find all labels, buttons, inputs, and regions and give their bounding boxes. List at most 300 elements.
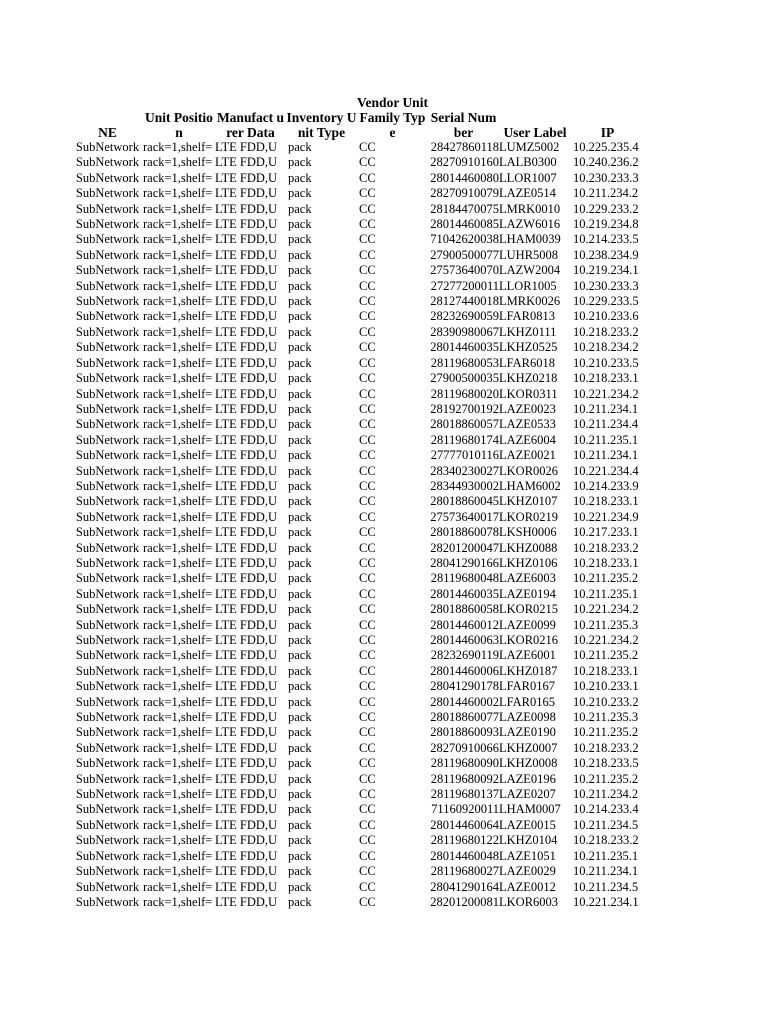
cell-user-label: LAZE0533 [499, 417, 556, 432]
cell-inventory-unit-type: pack [288, 740, 312, 755]
cell-ne: SubNetwork [75, 371, 140, 386]
cell-manufacturer-data: LTE FDD,U [215, 740, 278, 755]
cell-unit-position: rack=1,shelf= [143, 232, 213, 247]
cell-vendor-unit-family-type: CC [359, 401, 376, 416]
cell-ne: SubNetwork [75, 263, 140, 278]
cell-serial-number: 71160920011 [431, 802, 499, 817]
cell-vendor-unit-family-type: CC [359, 879, 376, 894]
table-row [72, 756, 644, 771]
header-vendor-unit-family-type: Vendor Unit Family Type [357, 95, 428, 140]
table-row [72, 140, 644, 155]
cell-serial-number: 28184470075 [430, 201, 499, 216]
cell-serial-number: 28041290164 [430, 879, 499, 894]
cell-manufacturer-data: LTE FDD,U [215, 540, 278, 555]
cell-user-label: LKHZ0007 [499, 740, 558, 755]
cell-ne: SubNetwork [75, 525, 140, 540]
cell-user-label: LAZE0023 [499, 401, 556, 416]
cell-ne: SubNetwork [75, 401, 140, 416]
cell-user-label: LMRK0026 [499, 294, 561, 309]
cell-user-label: LKHZ0111 [499, 324, 557, 339]
table-row [72, 202, 644, 217]
cell-serial-number: 28427860118 [430, 140, 499, 154]
table-row [72, 587, 644, 602]
cell-unit-position: rack=1,shelf= [143, 864, 213, 879]
cell-serial-number: 28390980067 [430, 324, 499, 339]
cell-vendor-unit-family-type: CC [359, 848, 376, 863]
cell-unit-position: rack=1,shelf= [143, 710, 213, 725]
cell-serial-number: 28014460048 [430, 848, 499, 863]
cell-vendor-unit-family-type: CC [359, 555, 376, 570]
cell-ip: 10.211.235.2 [573, 771, 639, 786]
cell-inventory-unit-type: pack [288, 355, 312, 370]
cell-unit-position: rack=1,shelf= [143, 463, 213, 478]
cell-ne: SubNetwork [75, 217, 140, 232]
cell-manufacturer-data: LTE FDD,U [215, 663, 278, 678]
cell-manufacturer-data: LTE FDD,U [215, 170, 278, 185]
cell-vendor-unit-family-type: CC [359, 586, 376, 601]
cell-user-label: LAZE0012 [499, 879, 556, 894]
cell-inventory-unit-type: pack [288, 186, 312, 201]
cell-ne: SubNetwork [75, 848, 140, 863]
cell-inventory-unit-type: pack [288, 478, 312, 493]
cell-ip: 10.218.233.1 [573, 371, 639, 386]
cell-ne: SubNetwork [75, 509, 140, 524]
cell-user-label: LAZE0015 [499, 817, 556, 832]
table-row [72, 664, 644, 679]
cell-user-label: LKOR0026 [499, 463, 559, 478]
cell-ip: 10.211.235.2 [573, 725, 639, 740]
cell-ne: SubNetwork [75, 494, 140, 509]
cell-vendor-unit-family-type: CC [359, 155, 376, 170]
cell-manufacturer-data: LTE FDD,U [215, 186, 278, 201]
cell-manufacturer-data: LTE FDD,U [215, 756, 278, 771]
cell-inventory-unit-type: pack [288, 586, 312, 601]
cell-inventory-unit-type: pack [288, 879, 312, 894]
cell-ne: SubNetwork [75, 586, 140, 601]
cell-ne: SubNetwork [75, 463, 140, 478]
cell-inventory-unit-type: pack [288, 679, 312, 694]
cell-vendor-unit-family-type: CC [359, 371, 376, 386]
cell-ne: SubNetwork [75, 679, 140, 694]
table-row [72, 895, 644, 910]
cell-vendor-unit-family-type: CC [359, 710, 376, 725]
cell-serial-number: 28201200081 [430, 894, 499, 909]
cell-unit-position: rack=1,shelf= [143, 817, 213, 832]
cell-ne: SubNetwork [75, 894, 140, 909]
cell-unit-position: rack=1,shelf= [143, 879, 213, 894]
cell-unit-position: rack=1,shelf= [143, 155, 213, 170]
cell-vendor-unit-family-type: CC [359, 201, 376, 216]
cell-serial-number: 28018860078 [430, 525, 499, 540]
table-row [72, 340, 644, 355]
cell-ne: SubNetwork [75, 140, 140, 154]
spreadsheet-page [72, 95, 672, 910]
cell-vendor-unit-family-type: CC [359, 679, 376, 694]
cell-user-label: LAZE0098 [499, 710, 556, 725]
header-manufacturer-data: Manufact urer Data [216, 110, 285, 140]
cell-serial-number: 28270910079 [430, 186, 499, 201]
cell-serial-number: 28014460035 [430, 340, 499, 355]
cell-ne: SubNetwork [75, 155, 140, 170]
table-row [72, 494, 644, 509]
cell-inventory-unit-type: pack [288, 278, 312, 293]
cell-unit-position: rack=1,shelf= [143, 648, 213, 663]
cell-inventory-unit-type: pack [288, 155, 312, 170]
cell-serial-number: 28119680090 [430, 756, 499, 771]
cell-user-label: LAZE0099 [499, 617, 556, 632]
cell-ip: 10.225.235.4 [573, 140, 639, 154]
cell-manufacturer-data: LTE FDD,U [215, 525, 278, 540]
cell-ip: 10.214.233.9 [573, 478, 639, 493]
cell-unit-position: rack=1,shelf= [143, 340, 213, 355]
cell-manufacturer-data: LTE FDD,U [215, 155, 278, 170]
cell-ne: SubNetwork [75, 432, 140, 447]
cell-user-label: LAZE6003 [499, 571, 556, 586]
cell-inventory-unit-type: pack [288, 540, 312, 555]
cell-serial-number: 28018860045 [430, 494, 499, 509]
cell-serial-number: 27777010116 [430, 448, 499, 463]
cell-manufacturer-data: LTE FDD,U [215, 140, 278, 154]
cell-vendor-unit-family-type: CC [359, 509, 376, 524]
cell-vendor-unit-family-type: CC [359, 864, 376, 879]
cell-vendor-unit-family-type: CC [359, 263, 376, 278]
cell-user-label: LALB0300 [499, 155, 557, 170]
table-row [72, 818, 644, 833]
cell-inventory-unit-type: pack [288, 710, 312, 725]
cell-serial-number: 28119680020 [430, 386, 499, 401]
cell-user-label: LMRK0010 [499, 201, 561, 216]
cell-unit-position: rack=1,shelf= [143, 663, 213, 678]
cell-ip: 10.230.233.3 [573, 170, 639, 185]
cell-unit-position: rack=1,shelf= [143, 848, 213, 863]
cell-manufacturer-data: LTE FDD,U [215, 586, 278, 601]
table-row [72, 741, 644, 756]
table-row [72, 833, 644, 848]
cell-user-label: LAZW6016 [499, 217, 561, 232]
cell-user-label: LAZE6004 [499, 432, 556, 447]
cell-user-label: LKHZ0106 [499, 555, 558, 570]
cell-user-label: LKSH0006 [499, 525, 557, 540]
cell-manufacturer-data: LTE FDD,U [215, 340, 278, 355]
cell-serial-number: 28018860057 [430, 417, 499, 432]
cell-ne: SubNetwork [75, 710, 140, 725]
cell-inventory-unit-type: pack [288, 401, 312, 416]
cell-ne: SubNetwork [75, 771, 140, 786]
cell-ip: 10.210.233.5 [573, 355, 639, 370]
cell-vendor-unit-family-type: CC [359, 386, 376, 401]
cell-serial-number: 28119680053 [430, 355, 499, 370]
cell-vendor-unit-family-type: CC [359, 740, 376, 755]
cell-unit-position: rack=1,shelf= [143, 386, 213, 401]
cell-serial-number: 28192700192 [430, 401, 499, 416]
cell-unit-position: rack=1,shelf= [143, 294, 213, 309]
cell-ne: SubNetwork [75, 694, 140, 709]
cell-serial-number: 28014460063 [430, 633, 499, 647]
cell-inventory-unit-type: pack [288, 217, 312, 232]
cell-manufacturer-data: LTE FDD,U [215, 802, 278, 817]
cell-serial-number: 28119680092 [430, 771, 499, 786]
cell-vendor-unit-family-type: CC [359, 278, 376, 293]
cell-inventory-unit-type: pack [288, 663, 312, 678]
cell-ip: 10.218.233.5 [573, 756, 639, 771]
table-row [72, 479, 644, 494]
cell-inventory-unit-type: pack [288, 833, 312, 848]
cell-vendor-unit-family-type: CC [359, 448, 376, 463]
table-row [72, 710, 644, 725]
cell-unit-position: rack=1,shelf= [143, 694, 213, 709]
cell-ip: 10.210.233.2 [573, 694, 639, 709]
cell-vendor-unit-family-type: CC [359, 817, 376, 832]
cell-inventory-unit-type: pack [288, 309, 312, 324]
table-row [72, 602, 644, 617]
cell-unit-position: rack=1,shelf= [143, 894, 213, 909]
cell-ne: SubNetwork [75, 417, 140, 432]
cell-serial-number: 28119680137 [430, 787, 499, 802]
cell-manufacturer-data: LTE FDD,U [215, 278, 278, 293]
cell-ne: SubNetwork [75, 555, 140, 570]
cell-serial-number: 28014460002 [430, 694, 499, 709]
cell-inventory-unit-type: pack [288, 232, 312, 247]
cell-manufacturer-data: LTE FDD,U [215, 833, 278, 848]
cell-inventory-unit-type: pack [288, 340, 312, 355]
cell-serial-number: 28127440018 [430, 294, 499, 309]
cell-ip: 10.229.233.5 [573, 294, 639, 309]
table-row [72, 802, 644, 817]
cell-serial-number: 27573640017 [430, 509, 499, 524]
cell-vendor-unit-family-type: CC [359, 571, 376, 586]
cell-manufacturer-data: LTE FDD,U [215, 263, 278, 278]
cell-inventory-unit-type: pack [288, 802, 312, 817]
cell-ip: 10.230.233.3 [573, 278, 639, 293]
table-row [72, 541, 644, 556]
header-inventory-unit-type: Inventory Unit Type [286, 110, 357, 140]
table-header [72, 95, 644, 140]
cell-user-label: LAZE0514 [499, 186, 556, 201]
table-row [72, 448, 644, 463]
cell-manufacturer-data: LTE FDD,U [215, 848, 278, 863]
cell-serial-number: 27900500077 [430, 247, 499, 262]
cell-serial-number: 28201200047 [430, 540, 499, 555]
cell-user-label: LAZW2004 [499, 263, 561, 278]
cell-ne: SubNetwork [75, 201, 140, 216]
cell-serial-number: 28041290166 [430, 555, 499, 570]
cell-user-label: LAZE6001 [499, 648, 556, 663]
cell-ne: SubNetwork [75, 787, 140, 802]
header-ip: IP [600, 125, 615, 140]
cell-ip: 10.240.236.2 [573, 155, 639, 170]
cell-ne: SubNetwork [75, 309, 140, 324]
cell-ip: 10.217.233.1 [573, 525, 639, 540]
cell-unit-position: rack=1,shelf= [143, 571, 213, 586]
cell-unit-position: rack=1,shelf= [143, 679, 213, 694]
cell-user-label: LKHZ0104 [499, 833, 558, 848]
cell-serial-number: 71042620038 [430, 232, 499, 247]
cell-ip: 10.218.233.1 [573, 663, 639, 678]
cell-ne: SubNetwork [75, 756, 140, 771]
cell-ne: SubNetwork [75, 186, 140, 201]
cell-unit-position: rack=1,shelf= [143, 802, 213, 817]
cell-ip: 10.211.235.1 [573, 586, 639, 601]
table-row [72, 433, 644, 448]
cell-ne: SubNetwork [75, 663, 140, 678]
cell-ne: SubNetwork [75, 294, 140, 309]
table-row [72, 294, 644, 309]
cell-unit-position: rack=1,shelf= [143, 833, 213, 848]
cell-inventory-unit-type: pack [288, 509, 312, 524]
cell-ip: 10.211.235.2 [573, 571, 639, 586]
cell-unit-position: rack=1,shelf= [143, 263, 213, 278]
cell-unit-position: rack=1,shelf= [143, 756, 213, 771]
cell-vendor-unit-family-type: CC [359, 432, 376, 447]
cell-user-label: LAZE0021 [499, 448, 556, 463]
cell-user-label: LKOR6003 [499, 894, 559, 909]
cell-ne: SubNetwork [75, 833, 140, 848]
cell-inventory-unit-type: pack [288, 555, 312, 570]
cell-ne: SubNetwork [75, 802, 140, 817]
cell-user-label: LKHZ0218 [499, 371, 558, 386]
cell-manufacturer-data: LTE FDD,U [215, 247, 278, 262]
cell-manufacturer-data: LTE FDD,U [215, 201, 278, 216]
table-body [72, 140, 644, 910]
cell-user-label: LKHZ0088 [499, 540, 558, 555]
cell-ip: 10.211.235.3 [573, 617, 639, 632]
cell-user-label: LFAR0813 [499, 309, 556, 324]
cell-unit-position: rack=1,shelf= [143, 401, 213, 416]
cell-unit-position: rack=1,shelf= [143, 633, 213, 647]
cell-serial-number: 28344930002 [430, 478, 499, 493]
cell-unit-position: rack=1,shelf= [143, 247, 213, 262]
cell-ip: 10.211.234.5 [573, 817, 639, 832]
cell-vendor-unit-family-type: CC [359, 355, 376, 370]
table-row [72, 571, 644, 586]
cell-ne: SubNetwork [75, 817, 140, 832]
cell-ip: 10.219.234.8 [573, 217, 639, 232]
cell-ip: 10.221.234.2 [573, 602, 639, 617]
cell-unit-position: rack=1,shelf= [143, 494, 213, 509]
cell-ip: 10.221.234.9 [573, 509, 639, 524]
cell-manufacturer-data: LTE FDD,U [215, 602, 278, 617]
cell-serial-number: 28014460064 [430, 817, 499, 832]
cell-ip: 10.211.234.1 [573, 864, 639, 879]
cell-unit-position: rack=1,shelf= [143, 787, 213, 802]
cell-manufacturer-data: LTE FDD,U [215, 679, 278, 694]
cell-inventory-unit-type: pack [288, 525, 312, 540]
cell-manufacturer-data: LTE FDD,U [215, 232, 278, 247]
cell-manufacturer-data: LTE FDD,U [215, 355, 278, 370]
header-ne: NE [98, 125, 117, 140]
cell-serial-number: 28340230027 [430, 463, 499, 478]
table-row [72, 371, 644, 386]
cell-serial-number: 28232690119 [430, 648, 499, 663]
cell-user-label: LHAM0007 [499, 802, 561, 817]
cell-inventory-unit-type: pack [288, 294, 312, 309]
cell-inventory-unit-type: pack [288, 263, 312, 278]
cell-user-label: LKHZ0525 [499, 340, 558, 355]
cell-inventory-unit-type: pack [288, 324, 312, 339]
cell-inventory-unit-type: pack [288, 371, 312, 386]
table-row [72, 618, 644, 633]
cell-inventory-unit-type: pack [288, 170, 312, 185]
cell-inventory-unit-type: pack [288, 617, 312, 632]
cell-manufacturer-data: LTE FDD,U [215, 710, 278, 725]
cell-user-label: LKOR0216 [499, 633, 559, 647]
cell-user-label: LAZE0194 [499, 586, 556, 601]
cell-serial-number: 27900500035 [430, 371, 499, 386]
cell-serial-number: 27573640070 [430, 263, 499, 278]
cell-manufacturer-data: LTE FDD,U [215, 894, 278, 909]
cell-manufacturer-data: LTE FDD,U [215, 417, 278, 432]
cell-vendor-unit-family-type: CC [359, 833, 376, 848]
cell-vendor-unit-family-type: CC [359, 633, 376, 647]
cell-unit-position: rack=1,shelf= [143, 740, 213, 755]
cell-vendor-unit-family-type: CC [359, 602, 376, 617]
table-row [72, 772, 644, 787]
cell-ne: SubNetwork [75, 478, 140, 493]
cell-unit-position: rack=1,shelf= [143, 432, 213, 447]
cell-ne: SubNetwork [75, 864, 140, 879]
cell-serial-number: 28119680027 [430, 864, 499, 879]
cell-manufacturer-data: LTE FDD,U [215, 771, 278, 786]
cell-inventory-unit-type: pack [288, 725, 312, 740]
cell-ip: 10.221.234.2 [573, 386, 639, 401]
header-user-label: User Label [503, 125, 567, 140]
cell-vendor-unit-family-type: CC [359, 232, 376, 247]
table-row [72, 464, 644, 479]
cell-vendor-unit-family-type: CC [359, 787, 376, 802]
cell-ne: SubNetwork [75, 540, 140, 555]
cell-manufacturer-data: LTE FDD,U [215, 432, 278, 447]
cell-vendor-unit-family-type: CC [359, 494, 376, 509]
table-row [72, 186, 644, 201]
cell-ne: SubNetwork [75, 170, 140, 185]
cell-ip: 10.211.234.2 [573, 186, 639, 201]
cell-manufacturer-data: LTE FDD,U [215, 571, 278, 586]
cell-user-label: LKOR0219 [499, 509, 559, 524]
cell-unit-position: rack=1,shelf= [143, 586, 213, 601]
cell-inventory-unit-type: pack [288, 247, 312, 262]
cell-unit-position: rack=1,shelf= [143, 186, 213, 201]
cell-ip: 10.211.234.1 [573, 401, 639, 416]
cell-user-label: LLOR1005 [499, 278, 557, 293]
table-row [72, 217, 644, 232]
cell-inventory-unit-type: pack [288, 848, 312, 863]
cell-manufacturer-data: LTE FDD,U [215, 633, 278, 647]
cell-unit-position: rack=1,shelf= [143, 602, 213, 617]
table-row [72, 248, 644, 263]
cell-inventory-unit-type: pack [288, 694, 312, 709]
cell-vendor-unit-family-type: CC [359, 771, 376, 786]
cell-serial-number: 28119680122 [430, 833, 499, 848]
cell-inventory-unit-type: pack [288, 417, 312, 432]
cell-unit-position: rack=1,shelf= [143, 324, 213, 339]
table-row [72, 417, 644, 432]
cell-serial-number: 28119680174 [430, 432, 499, 447]
cell-user-label: LAZE0190 [499, 725, 556, 740]
table-row [72, 263, 644, 278]
cell-serial-number: 28014460080 [430, 170, 499, 185]
cell-ip: 10.219.234.1 [573, 263, 639, 278]
cell-ip: 10.211.235.1 [573, 848, 639, 863]
cell-user-label: LFAR0165 [499, 694, 556, 709]
table-row [72, 510, 644, 525]
cell-ip: 10.211.235.2 [573, 648, 639, 663]
cell-ne: SubNetwork [75, 448, 140, 463]
cell-vendor-unit-family-type: CC [359, 170, 376, 185]
cell-serial-number: 28014460012 [430, 617, 499, 632]
cell-inventory-unit-type: pack [288, 817, 312, 832]
cell-ip: 10.218.233.2 [573, 540, 639, 555]
cell-ne: SubNetwork [75, 571, 140, 586]
